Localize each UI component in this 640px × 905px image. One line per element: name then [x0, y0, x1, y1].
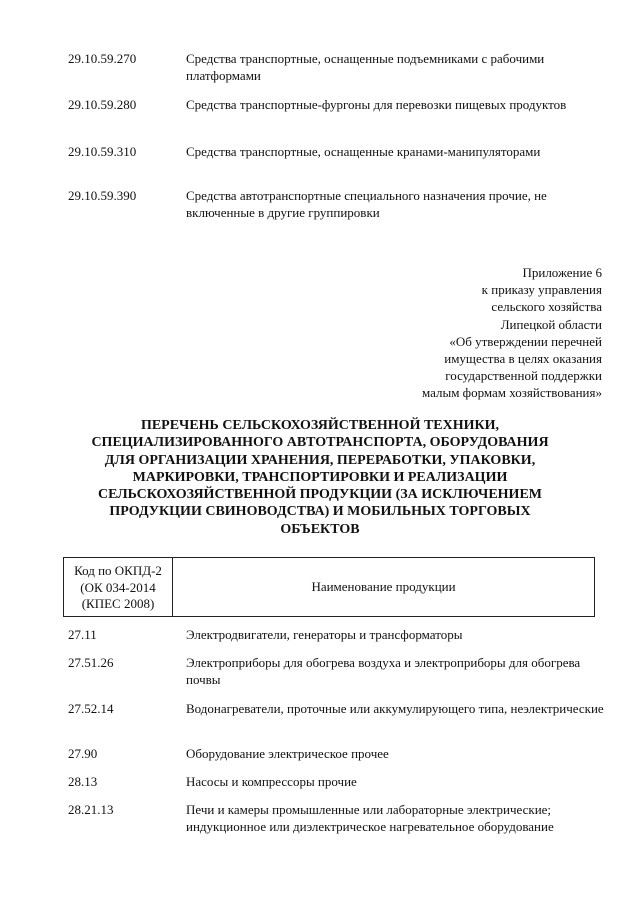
table-header	[63, 557, 595, 617]
appendix-line: к приказу управления	[481, 282, 602, 298]
title-line: МАРКИРОВКИ, ТРАНСПОРТИРОВКИ И РЕАЛИЗАЦИИ	[132, 469, 508, 485]
product-name: Средства автотранспортные специального назначения прочие, не включенные в другие группировки	[186, 188, 547, 220]
header-code-line: Код по ОКПД-2	[74, 563, 162, 578]
appendix-block	[342, 264, 602, 402]
title-line: ПРОДУКЦИИ СВИНОВОДСТВА) И МОБИЛЬНЫХ ТОРГОВЫХ	[109, 504, 531, 520]
okpd-code: 29.10.59.280	[68, 97, 137, 112]
appendix-line: «Об утверждении перечней	[449, 333, 602, 349]
product-name: Печи и камеры промышленные или лабораторные электрические; индукционное или диэлектрическое нагревательное оборудование	[186, 802, 554, 834]
title-line: ПЕРЕЧЕНЬ СЕЛЬСКОХОЗЯЙСТВЕННОЙ ТЕХНИКИ,	[140, 418, 500, 433]
okpd-code: 29.10.59.310	[68, 144, 137, 159]
column-header-name: Наименование продукции	[311, 579, 456, 594]
product-name: Электроприборы для обогрева воздуха и электроприборы для обогрева почвы	[186, 655, 581, 687]
appendix-line: Приложение 6	[522, 265, 602, 280]
product-name: Водонагреватели, проточные или аккумулирующего типа, неэлектрические	[186, 701, 604, 716]
appendix-line: малым формам хозяйствования»	[421, 385, 602, 401]
title-line: ДЛЯ ОРГАНИЗАЦИИ ХРАНЕНИЯ, ПЕРЕРАБОТКИ, УПАКОВКИ,	[104, 452, 536, 468]
appendix-line: имущества в целях оказания	[444, 351, 602, 367]
product-name: Средства транспортные-фургоны для перевозки пищевых продуктов	[186, 97, 567, 112]
title-line: ОБЪЕКТОВ	[280, 521, 360, 537]
appendix-line: Липецкой области	[500, 316, 602, 332]
product-name: Оборудование электрическое прочее	[186, 746, 389, 761]
product-name: Средства транспортные, оснащенные подъемниками с рабочими платформами	[186, 51, 545, 83]
product-name: Насосы и компрессоры прочие	[186, 774, 357, 789]
column-header-code	[64, 558, 173, 616]
title-line: СЕЛЬСКОХОЗЯЙСТВЕННОЙ ПРОДУКЦИИ (ЗА ИСКЛЮЧЕНИЕМ	[97, 487, 542, 503]
document-title	[70, 417, 570, 538]
product-name: Средства транспортные, оснащенные кранами-манипуляторами	[186, 144, 541, 159]
product-name: Электродвигатели, генераторы и трансформаторы	[186, 627, 463, 642]
okpd-code: 28.21.13	[68, 802, 114, 817]
appendix-line: государственной поддержки	[445, 368, 602, 384]
title-line: СПЕЦИАЛИЗИРОВАННОГО АВТОТРАНСПОРТА, ОБОРУДОВАНИЯ	[91, 435, 549, 451]
okpd-code: 28.13	[68, 774, 98, 789]
okpd-code: 27.51.26	[68, 655, 114, 670]
okpd-code: 29.10.59.270	[68, 51, 137, 66]
okpd-code: 27.11	[68, 627, 97, 642]
appendix-line: сельского хозяйства	[491, 299, 602, 315]
header-code-line: (ОК 034-2014	[80, 579, 156, 595]
okpd-code: 27.90	[68, 746, 98, 761]
okpd-code: 27.52.14	[68, 701, 114, 716]
header-code-line: (КПЕС 2008)	[81, 596, 155, 611]
okpd-code: 29.10.59.390	[68, 188, 137, 203]
